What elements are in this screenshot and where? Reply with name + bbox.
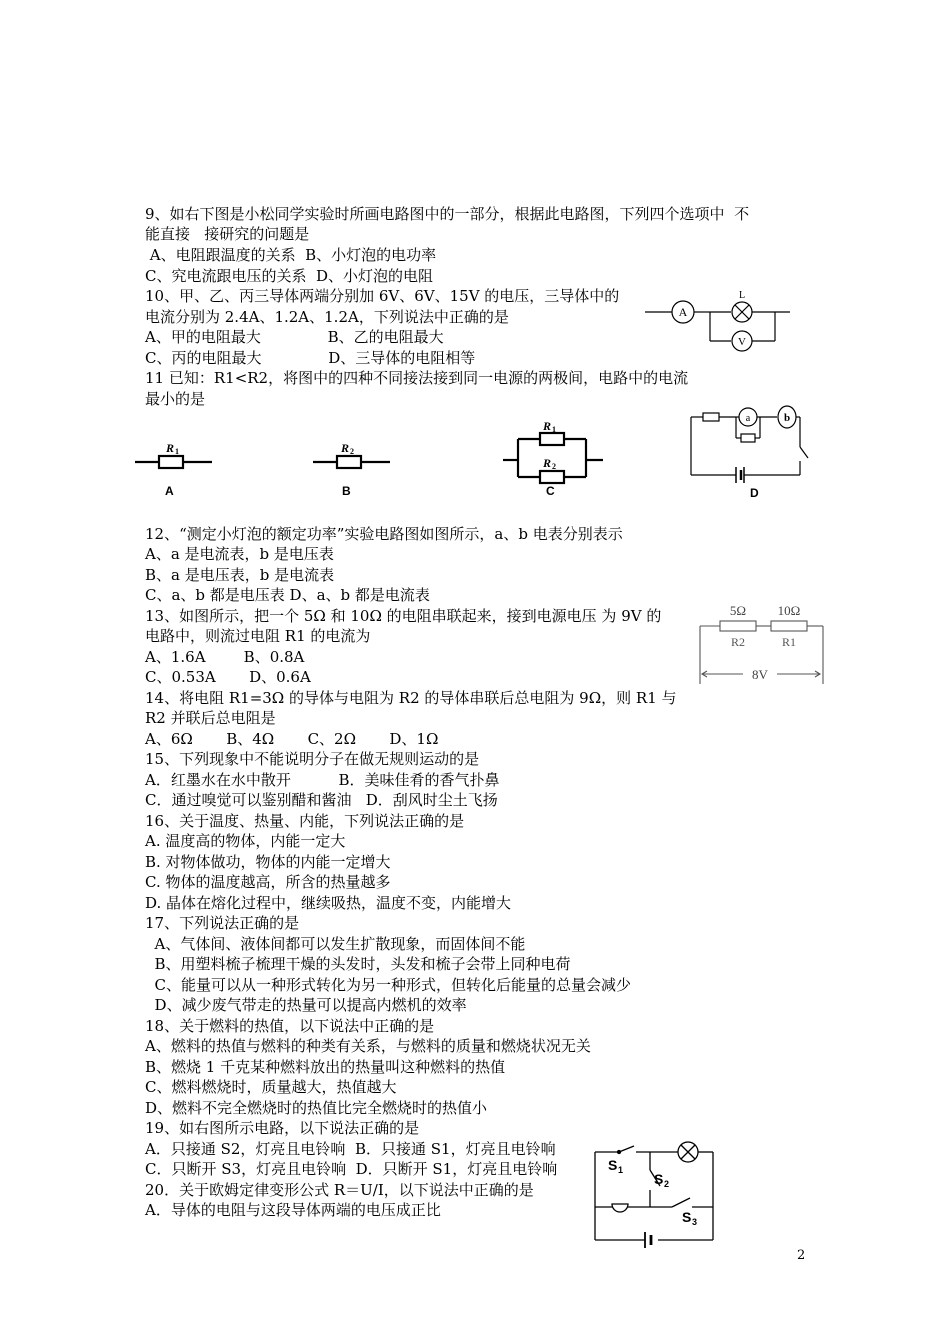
s2-subscript: 2 <box>664 1179 670 1189</box>
q16-option-c: C. 物体的温度越高，所含的热量越多 <box>145 873 391 891</box>
q9-stem-1: 9、如右下图是小松同学实验时所画电路图中的一部分，根据此电路图，下列四个选项中 不 <box>145 205 750 223</box>
page-number: 2 <box>797 1248 806 1263</box>
option-d-label: D <box>750 486 759 500</box>
q9-stem-2: 能直接 接研究的问题是 <box>145 225 310 243</box>
r-left-name: R2 <box>730 635 746 649</box>
q14-stem-2: R2 并联后总电阻是 <box>145 709 276 727</box>
voltmeter-label: V <box>738 336 746 348</box>
q12-option-b: B、a 是电压表，b 是电流表 <box>145 566 335 584</box>
s1-label: S <box>608 1157 618 1173</box>
s3-subscript: 3 <box>692 1217 698 1227</box>
q13-option-ab: A、1.6A B、0.8A <box>145 648 305 666</box>
lamp-label: L <box>738 290 746 301</box>
q13-option-cd: C、0.53A D、0.6A <box>145 668 311 686</box>
r1-label: R <box>166 441 175 455</box>
q18-option-c: C、燃料燃烧时，质量越大，热值越大 <box>145 1078 397 1096</box>
q10-option-cd: C、丙的电阻最大 D、三导体的电阻相等 <box>145 349 476 367</box>
r-right-name: R1 <box>781 635 797 649</box>
q15-stem: 15、下列现象中不能说明分子在做无规则运动的是 <box>145 750 480 768</box>
q11-option-d-diagram <box>688 405 813 500</box>
q16-option-d: D. 晶体在熔化过程中，继续吸热，温度不变，内能增大 <box>145 894 512 912</box>
q17-option-d: D、减少废气带走的热量可以提高内燃机的效率 <box>145 996 467 1014</box>
s1-subscript: 1 <box>618 1165 624 1175</box>
s2-label: S <box>654 1171 664 1187</box>
q10-option-ab: A、甲的电阻最大 B、乙的电阻最大 <box>145 328 444 346</box>
q12-option-a: A、a 是电流表，b 是电压表 <box>145 545 334 563</box>
q17-option-c: C、能量可以从一种形式转化为另一种形式，但转化后能量的总量会减少 <box>145 976 632 994</box>
q16-option-a: A. 温度高的物体，内能一定大 <box>145 832 346 850</box>
r2-label: R <box>341 441 350 455</box>
q20-option-a: A．导体的电阻与这段导体两端的电压成正比 <box>145 1201 441 1219</box>
q11-option-a-diagram <box>132 432 217 502</box>
r2-label: R <box>543 456 552 470</box>
q18-stem: 18、关于燃料的热值，以下说法中正确的是 <box>145 1017 435 1035</box>
q13-stem-1: 13、如图所示，把一个 5Ω 和 10Ω 的电阻串联起来，接到电源电压 为 9V 的 <box>145 607 662 625</box>
r1-label: R <box>543 419 552 433</box>
q19-option-ab: A．只接通 S2，灯亮且电铃响 B．只接通 S1，灯亮且电铃响 <box>145 1140 556 1158</box>
q10-stem-1: 10、甲、乙、丙三导体两端分别加 6V、6V、15V 的电压，三导体中的 <box>145 287 620 305</box>
q16-option-b: B. 对物体做功，物体的内能一定增大 <box>145 853 391 871</box>
q18-option-a: A、燃料的热值与燃料的种类有关系，与燃料的质量和燃烧状况无关 <box>145 1037 591 1055</box>
q15-option-cd: C．通过嗅觉可以鉴别醋和酱油 D．刮风时尘土飞扬 <box>145 791 498 809</box>
q9-circuit-diagram <box>645 285 795 360</box>
r1-subscript: 1 <box>552 425 556 434</box>
q13-stem-2: 电路中，则流过电阻 R1 的电流为 <box>145 627 371 645</box>
q10-stem-2: 电流分别为 2.4A、1.2A、1.2A，下列说法中正确的是 <box>145 308 509 326</box>
voltage-label: 8V <box>752 667 768 682</box>
q11-option-b-diagram <box>310 432 395 502</box>
meter-a-label: a <box>745 413 751 424</box>
q20-stem: 20．关于欧姆定律变形公式 R＝U/I，以下说法中正确的是 <box>145 1181 534 1199</box>
q11-stem-1: 11 已知：R1<R2，将图中的四种不同接法接到同一电源的两极间，电路中的电流 <box>145 369 689 387</box>
q12-stem: 12、“测定小灯泡的额定功率”实验电路图如图所示，a、b 电表分别表示 <box>145 525 623 543</box>
q9-option-ab: A、电阻跟温度的关系 B、小灯泡的电功率 <box>145 246 437 264</box>
q11-option-c-diagram <box>500 415 610 505</box>
q17-option-a: A、气体间、液体间都可以发生扩散现象，而固体间不能 <box>145 935 526 953</box>
option-b-label: B <box>342 484 351 498</box>
r-left-value: 5Ω <box>729 603 747 618</box>
option-a-label: A <box>165 484 174 498</box>
r2-subscript: 2 <box>350 447 354 456</box>
q12-option-cd: C、a、b 都是电压表 D、a、b 都是电流表 <box>145 586 430 604</box>
r2-subscript: 2 <box>552 462 556 471</box>
q14-options: A、6Ω B、4Ω C、2Ω D、1Ω <box>145 730 439 748</box>
q9-option-cd: C、究电流跟电压的关系 D、小灯泡的电阻 <box>145 267 434 285</box>
q19-option-cd: C．只断开 S3，灯亮且电铃响 D．只断开 S1，灯亮且电铃响 <box>145 1160 558 1178</box>
q18-option-b: B、燃烧 1 千克某种燃料放出的热量叫这种燃料的热值 <box>145 1058 506 1076</box>
q16-stem: 16、关于温度、热量、内能，下列说法正确的是 <box>145 812 465 830</box>
q11-stem-2: 最小的是 <box>145 390 206 408</box>
ammeter-label: A <box>678 305 688 319</box>
q15-option-ab: A．红墨水在水中散开 B．美味佳肴的香气扑鼻 <box>145 771 500 789</box>
meter-b-label: b <box>783 412 791 424</box>
q18-option-d: D、燃料不完全燃烧时的热值比完全燃烧时的热值小 <box>145 1099 488 1117</box>
s3-label: S <box>682 1209 692 1225</box>
q14-stem-1: 14、将电阻 R1=3Ω 的导体与电阻为 R2 的导体串联后总电阻为 9Ω，则 R1 与 <box>145 689 677 707</box>
r1-subscript: 1 <box>175 447 179 456</box>
q17-stem: 17、下列说法正确的是 <box>145 914 300 932</box>
option-c-label: C <box>546 484 555 498</box>
r-right-value: 10Ω <box>777 603 801 618</box>
q19-circuit-diagram <box>590 1140 720 1255</box>
q13-circuit-diagram <box>695 598 830 690</box>
q17-option-b: B、用塑料梳子梳理干燥的头发时，头发和梳子会带上同种电荷 <box>145 955 571 973</box>
q19-stem: 19、如右图所示电路，以下说法正确的是 <box>145 1119 420 1137</box>
